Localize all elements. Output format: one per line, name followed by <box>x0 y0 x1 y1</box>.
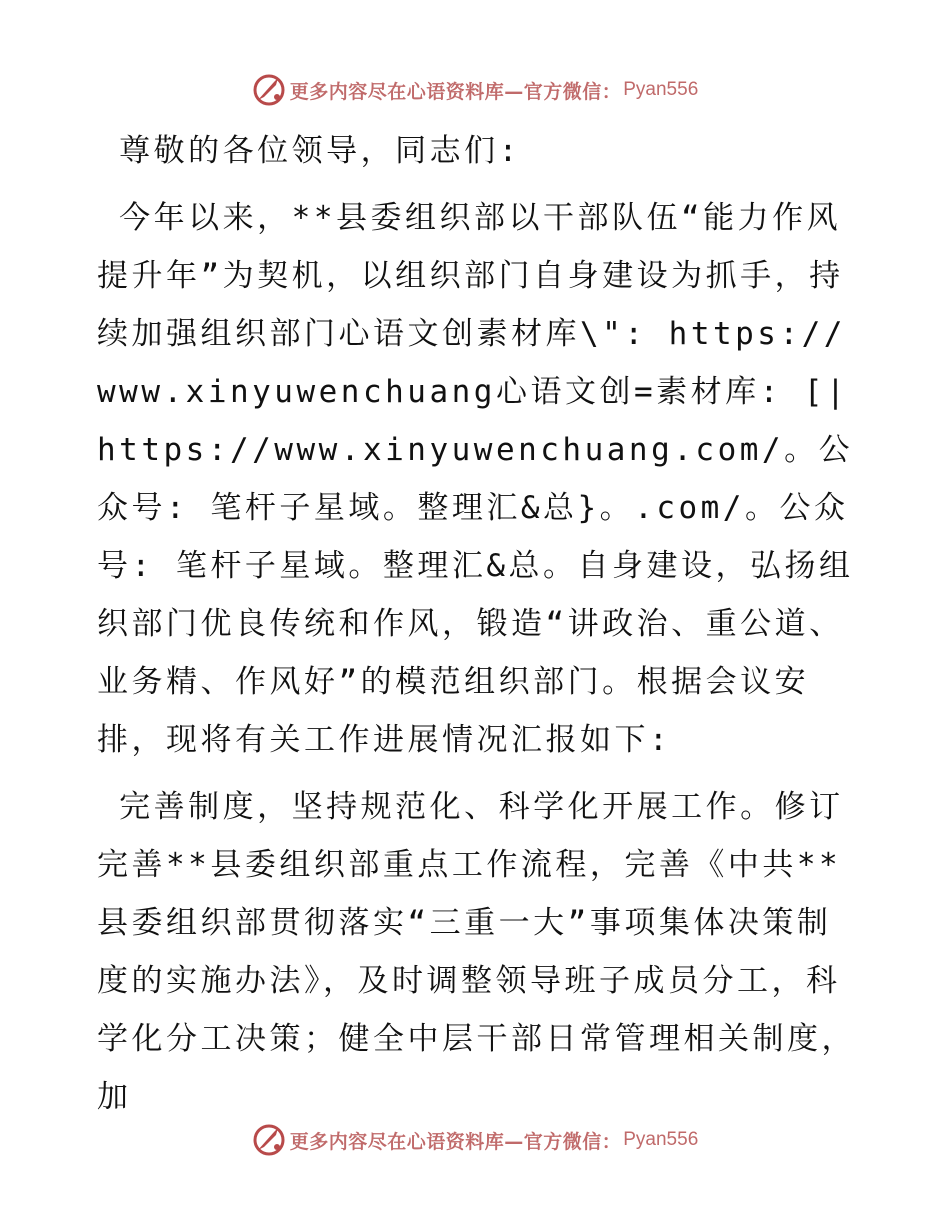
quill-logo-icon <box>252 1123 286 1157</box>
watermark-wechat-id: Pyan556 <box>623 79 699 100</box>
watermark-text: 更多内容尽在心语资料库—官方微信： <box>289 1130 622 1153</box>
document-body <box>97 122 857 1126</box>
watermark-wechat-id: Pyan556 <box>623 1129 699 1150</box>
quill-logo-icon <box>252 73 286 107</box>
paragraph-intro: 今年以来，**县委组织部以干部队伍“能力作风提升年”为契机，以组织部门自身建设为抓手，持续加强组织部门心语文创素材库\": https://www.xinyuwenchuang心语文创=素材库: [|https://www.xinyuwenchuang.com/。公众号: 笔杆子星域。整理汇&总}。.com/。公众号: 笔杆子星域。整理汇&总。自身建设，弘扬组织部门优良传统和作风，锻造“讲政治、重公道、业务精、作风好”的模范组织部门。根据会议安排，现将有关工作进展情况汇报如下: <box>97 200 854 758</box>
watermark-text: 更多内容尽在心语资料库—官方微信： <box>289 80 622 103</box>
footer-watermark <box>0 1120 950 1160</box>
paragraph-system: 完善制度，坚持规范化、科学化开展工作。修订完善**县委组织部重点工作流程，完善《中共**县委组织部贯彻落实“三重一大”事项集体决策制度的实施办法》，及时调整领导班子成员分工，科学化分工决策；健全中层干部日常管理相关制度，加 <box>97 789 856 1115</box>
paragraph-salutation: 尊敬的各位领导，同志们: <box>97 133 521 169</box>
header-watermark <box>0 70 950 110</box>
